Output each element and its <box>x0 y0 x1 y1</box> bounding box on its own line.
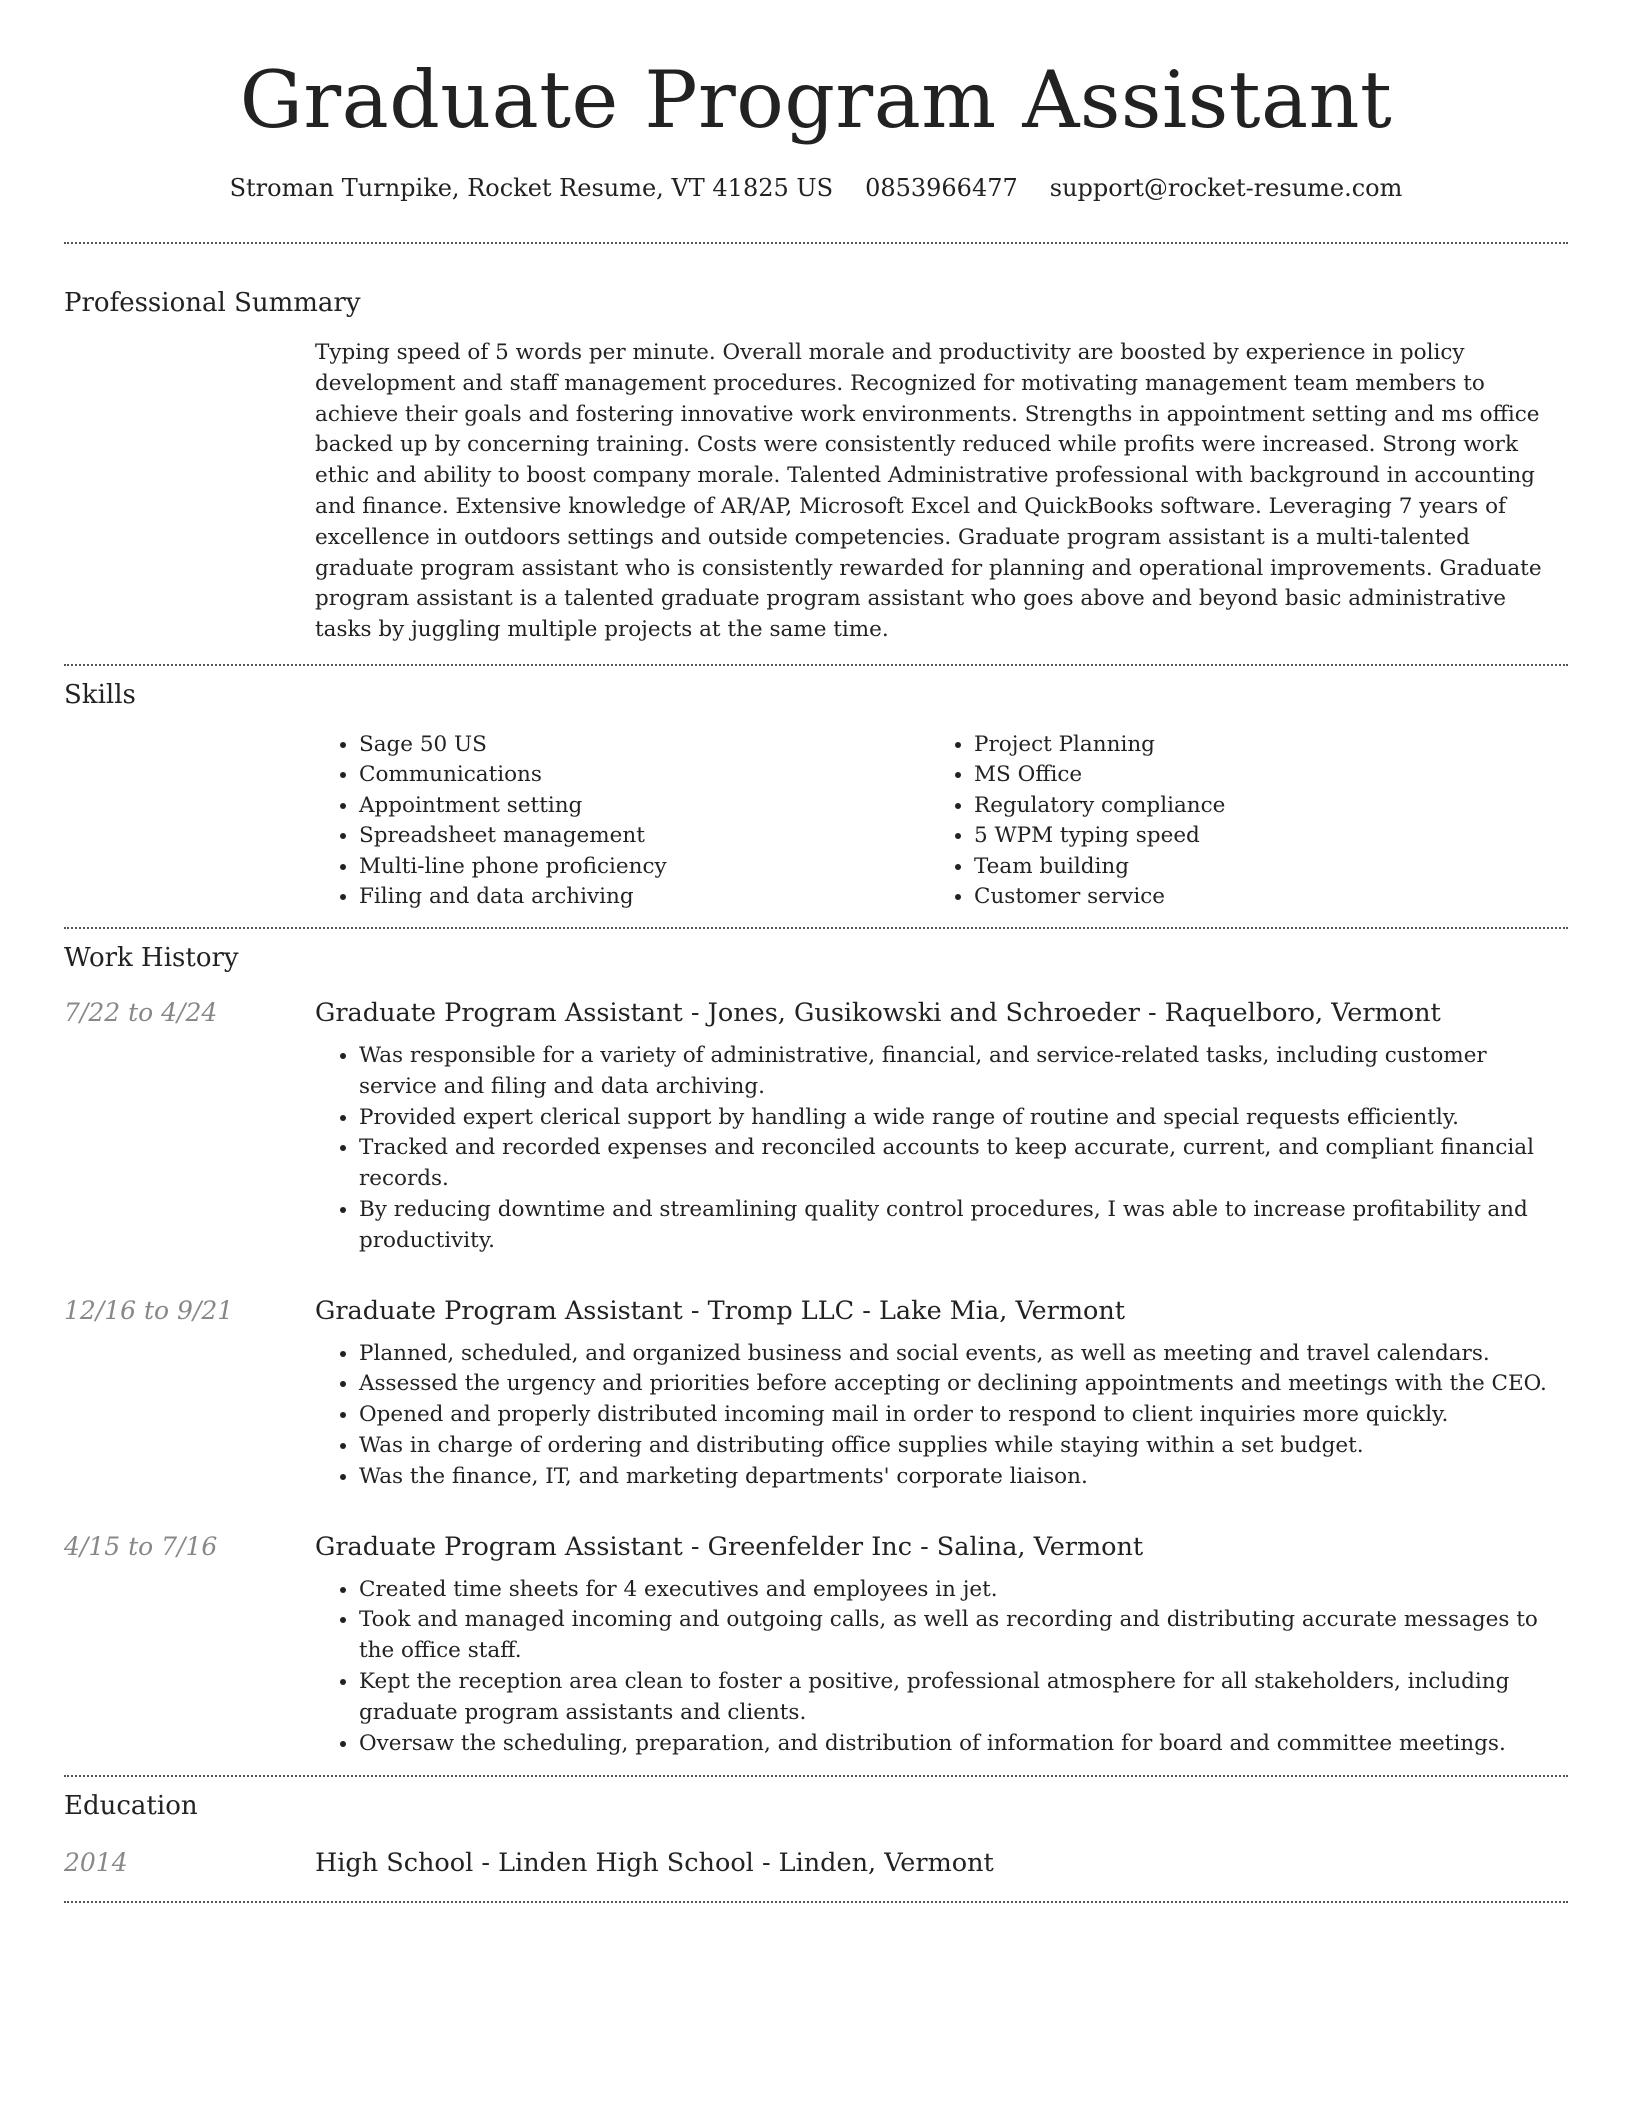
skills-section <box>64 666 1568 913</box>
job-bullet: • Kept the reception area clean to foster a positive, professional atmosphere for all stakeholders, including graduate program assistants and clients. <box>359 1667 1568 1729</box>
skill-item: • Appointment setting <box>359 791 930 822</box>
skill-item: • Team building <box>974 852 1568 883</box>
section-heading-summary: Professional Summary <box>64 288 361 318</box>
job-bullet: • Assessed the urgency and priorities before accepting or declining appointments and meetings with the CEO. <box>359 1369 1568 1400</box>
section-heading-work: Work History <box>64 942 239 973</box>
job-bullet: • Planned, scheduled, and organized business and social events, as well as meeting and travel calendars. <box>359 1339 1568 1370</box>
job-entry <box>64 995 1568 1257</box>
job-dates: 7/22 to 4/24 <box>64 997 218 1027</box>
summary-section <box>64 244 1568 646</box>
skill-item: • Multi-line phone proficiency <box>359 852 930 883</box>
job-bullet: • Opened and properly distributed incoming mail in order to respond to client inquiries more quickly. <box>359 1400 1568 1431</box>
work-history-section <box>64 929 1568 1759</box>
section-heading-skills: Skills <box>64 679 136 710</box>
skill-item: • Project Planning <box>974 730 1568 761</box>
skill-item: • Spreadsheet management <box>359 821 930 852</box>
job-bullets <box>315 1339 1568 1493</box>
skills-column-right <box>930 730 1568 913</box>
resume-title: Graduate Program Assistant <box>239 54 1393 146</box>
phone: 0853966477 <box>865 174 1018 202</box>
job-details <box>315 1529 1568 1760</box>
education-section <box>64 1777 1568 1881</box>
skill-item: • Sage 50 US <box>359 730 930 761</box>
summary-text: Typing speed of 5 words per minute. Overall morale and productivity are boosted by experience in policy development and staff management procedures. Recognized for motivating management team members to achieve their goals and fostering innovative work environments. Strengths in appointment setting and ms office backed up by concerning training. Costs were consistently reduced while profits were increased. Strong work ethic and ability to boost company morale. Talented Administrative professional with background in accounting and finance. Extensive knowledge of AR/AP, Microsoft Excel and QuickBooks software. Leveraging 7 years of excellence in outdoors settings and outside competencies. Graduate program assistant is a multi-talented graduate program assistant who is consistently rewarded for planning and operational improvements. Graduate program assistant is a talented graduate program assistant who goes above and beyond basic administrative tasks by juggling multiple projects at the same time. <box>315 340 1542 643</box>
education-entry <box>64 1845 1568 1881</box>
education-date: 2014 <box>64 1848 128 1878</box>
job-bullet: • Was the finance, IT, and marketing departments' corporate liaison. <box>359 1462 1568 1493</box>
skill-item: • 5 WPM typing speed <box>974 821 1568 852</box>
job-details <box>315 995 1568 1257</box>
address: Stroman Turnpike, Rocket Resume, VT 41825 US <box>229 174 834 202</box>
job-bullet: • By reducing downtime and streamlining quality control procedures, I was able to increase profitability and productivity. <box>359 1195 1568 1257</box>
job-bullets <box>315 1041 1568 1257</box>
job-bullet: • Provided expert clerical support by handling a wide range of routine and special requests efficiently. <box>359 1103 1568 1134</box>
skills-list <box>315 730 1568 913</box>
job-title: Graduate Program Assistant - Greenfelder Inc - Salina, Vermont <box>315 1531 1144 1562</box>
job-bullet: • Oversaw the scheduling, preparation, and distribution of information for board and committee meetings. <box>359 1729 1568 1760</box>
job-entry <box>64 1529 1568 1760</box>
job-bullet: • Was responsible for a variety of administrative, financial, and service-related tasks, including customer service and filing and data archiving. <box>359 1041 1568 1103</box>
email: support@rocket-resume.com <box>1049 174 1403 202</box>
contact-line <box>64 172 1568 204</box>
job-details <box>315 1293 1568 1493</box>
job-bullet: • Created time sheets for 4 executives and employees in jet. <box>359 1575 1568 1606</box>
skill-item: • Filing and data archiving <box>359 882 930 913</box>
skill-item: • Regulatory compliance <box>974 791 1568 822</box>
job-dates: 4/15 to 7/16 <box>64 1531 218 1561</box>
job-bullet: • Took and managed incoming and outgoing calls, as well as recording and distributing accurate messages to the office staff. <box>359 1605 1568 1667</box>
section-heading-education: Education <box>64 1791 198 1822</box>
job-bullet: • Tracked and recorded expenses and reconciled accounts to keep accurate, current, and compliant financial records. <box>359 1133 1568 1195</box>
skill-item: • Customer service <box>974 882 1568 913</box>
job-bullets <box>315 1575 1568 1760</box>
job-entry <box>64 1293 1568 1493</box>
skill-item: • MS Office <box>974 760 1568 791</box>
divider <box>64 1901 1568 1903</box>
job-dates: 12/16 to 9/21 <box>64 1295 234 1325</box>
job-title: Graduate Program Assistant - Tromp LLC - Lake Mia, Vermont <box>315 1295 1126 1326</box>
job-bullet: • Was in charge of ordering and distributing office supplies while staying within a set budget. <box>359 1431 1568 1462</box>
skill-item: • Communications <box>359 760 930 791</box>
education-title: High School - Linden High School - Linden, Vermont <box>315 1848 994 1879</box>
job-title: Graduate Program Assistant - Jones, Gusikowski and Schroeder - Raquelboro, Vermont <box>315 997 1441 1028</box>
skills-column-left <box>315 730 930 913</box>
